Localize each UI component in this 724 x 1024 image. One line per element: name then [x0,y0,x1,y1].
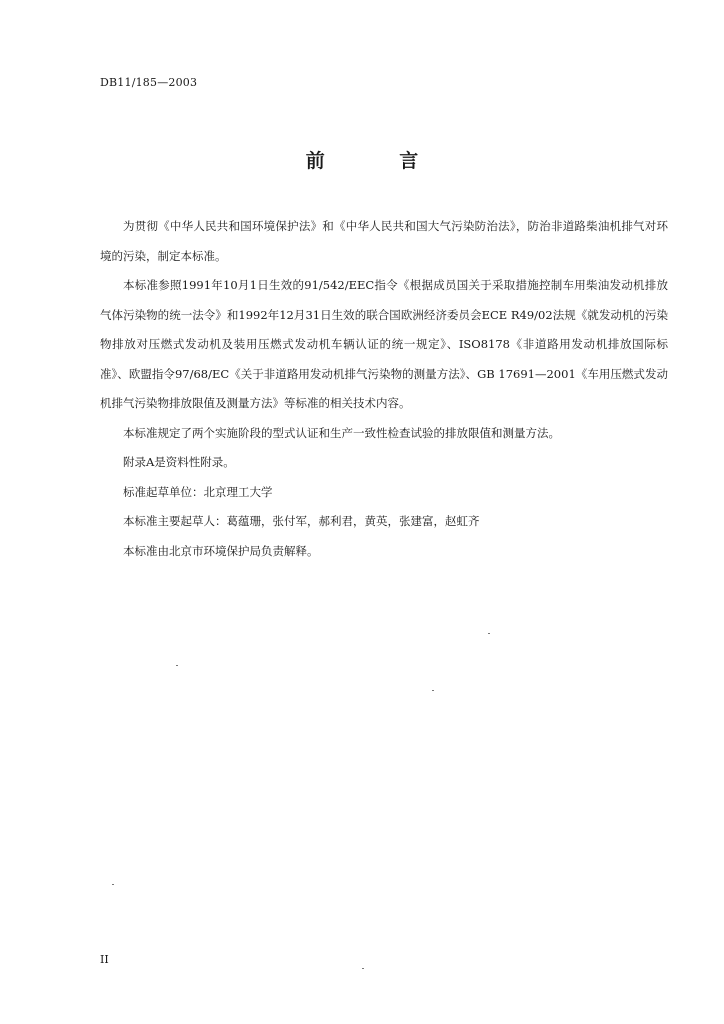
scan-speck [488,633,490,634]
preface-body [100,212,668,566]
paragraph-appendix: 附录A是资料性附录。 [123,455,235,469]
paragraph-references: 本标准参照1991年10月1日生效的91/542/EEC指令《根据成员国关于采取措施控制车用柴油发动机排放气体污染物的统一法令》和1992年12月31日生效的联合国欧洲经济委员会ECE R49/02法规《就发动机的污染物排放对压燃式发动机及装用压燃式发动机车辆认证的统一规定》、ISO8178《非道路用发动机排放国际标准》、欧盟指令97/68/EC《关于非道路用发动机排气污染物的测量方法》、GB 17691—2001《车用压燃式发动机排气污染物排放限值及测量方法》等标准的相关技术内容。 [100,278,668,410]
scan-speck [432,690,434,691]
paragraph-drafters: 本标准主要起草人：葛蕴珊，张付军，郝利君，黄英，张建富，赵虹齐 [123,514,480,528]
scan-speck [112,884,114,885]
paragraph-interpretation: 本标准由北京市环境保护局负责解释。 [123,543,319,558]
standard-code: DB11/185—2003 [100,76,198,89]
paragraph-scope: 本标准规定了两个实施阶段的型式认证和生产一致性检查试验的排放限值和测量方法。 [123,425,560,440]
scan-speck [176,665,178,666]
paragraph-purpose: 为贯彻《中华人民共和国环境保护法》和《中华人民共和国大气污染防治法》，防治非道路柴油机排气对环境的污染，制定本标准。 [100,219,668,263]
scan-speck [362,968,364,969]
paragraph-drafting-unit: 标准起草单位：北京理工大学 [123,484,273,499]
page-title: 前 言 [305,150,453,172]
page-number: II [100,953,109,966]
